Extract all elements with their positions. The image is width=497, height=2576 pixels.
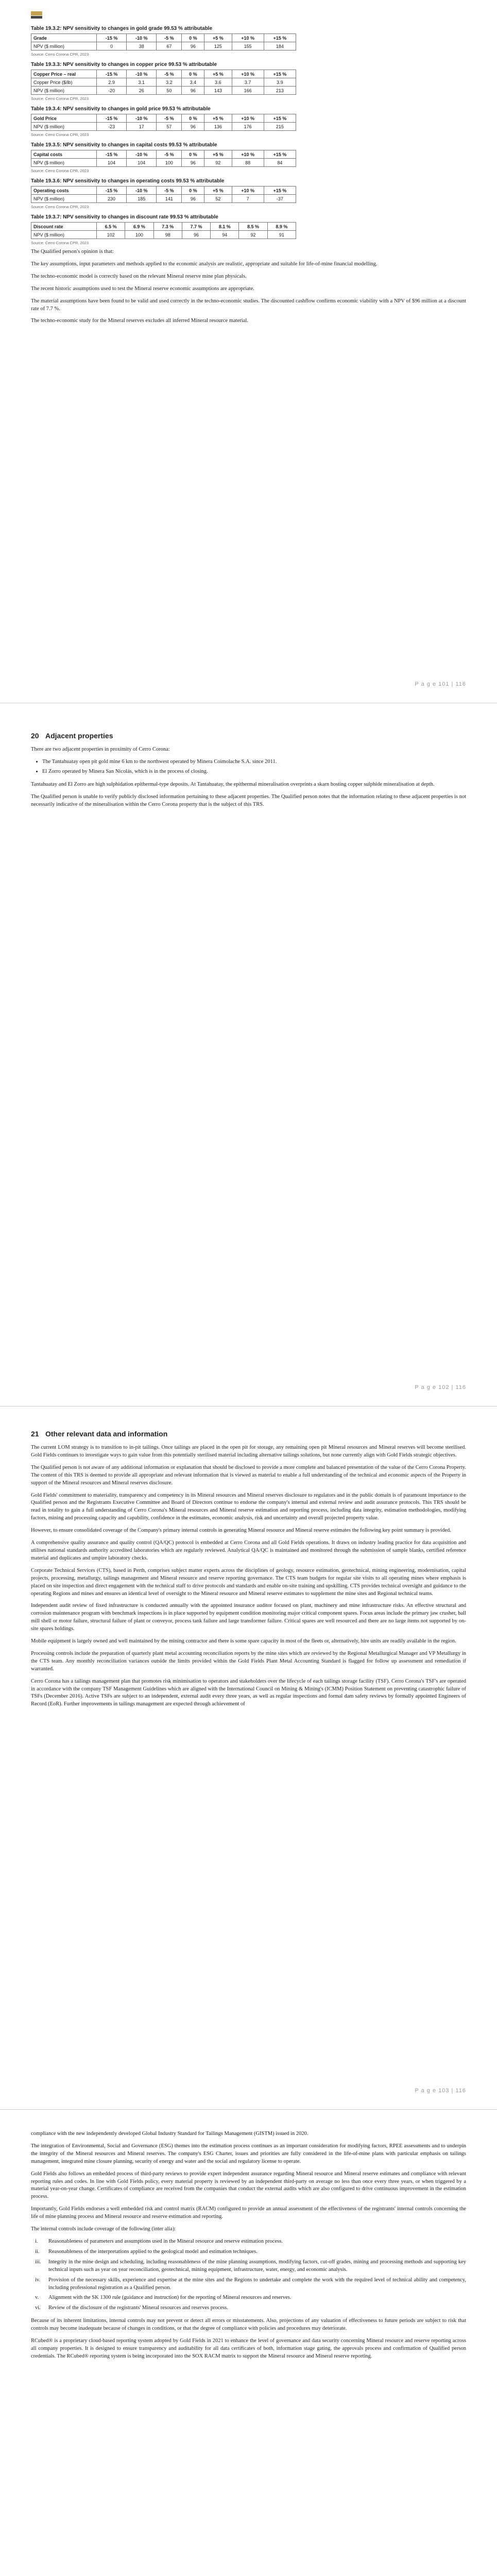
table-caption: Table 19.3.5: NPV sensitivity to changes in capital costs 99.53 % attributable — [31, 142, 217, 148]
table-cell: -37 — [264, 195, 296, 203]
table-cell: 96 — [182, 231, 210, 239]
table-header-cell: +10 % — [232, 70, 264, 78]
table-cell: 96 — [182, 123, 204, 131]
table-header-cell: +10 % — [232, 34, 264, 42]
table-header-row — [31, 34, 296, 42]
table-header-cell: -5 % — [157, 70, 182, 78]
paragraph: The integration of Environmental, Social and Governance (ESG) themes into the estimation process continues as an important consideration for modifying factors, RPEE assessments and to underpin the integrity of the Mineral resources and Mineral reserves. The company's ESG Charter, issues and priorities are fully considered in the life-of-mine plans with particular emphasis on tailings management, integrated mine closure planning, security of energy and water and the social and regulatory license to operate. — [31, 2143, 466, 2164]
table-cell: 3.7 — [232, 78, 264, 87]
table-cell: 100 — [125, 231, 153, 239]
npv-sensitivity-table — [31, 150, 296, 167]
paragraph: Mobile equipment is largely owned and well maintained by the mining contractor and there is some spare capacity in most of the fleets or, alternatively, hire units are readily available in the region. — [31, 1638, 456, 1645]
document-page-3 — [0, 1406, 497, 2110]
table-cell: 96 — [182, 195, 204, 203]
table-cell: 141 — [157, 195, 182, 203]
table-cell: 96 — [182, 87, 204, 95]
table-header-cell: +15 % — [264, 187, 296, 195]
table-cell: 52 — [204, 195, 232, 203]
npv-sensitivity-table — [31, 33, 296, 50]
table-header-cell: +15 % — [264, 150, 296, 159]
table-cell: Copper Price ($/lb) — [31, 78, 97, 87]
list-numeral: i. — [35, 2238, 38, 2244]
list-item: • El Zorro operated by Minera San Nicolás, which is in the process of closing. — [42, 768, 466, 776]
table-cell: NPV ($ million) — [31, 42, 97, 50]
paragraph: compliance with the new independently developed Global Industry Standard for Tailings Management (GISTM) issued in 2020. — [31, 2131, 309, 2137]
table-cell: 143 — [204, 87, 232, 95]
table-header-cell: -10 % — [127, 114, 157, 123]
table-source: Source: Cerro Corona CPR, 2023 — [31, 241, 89, 245]
list-item — [31, 2304, 466, 2312]
table-header-cell: -5 % — [157, 114, 182, 123]
paragraph: A comprehensive quality assurance and quality control (QA/QC) protocol is embedded at Cerro Corona and all Gold Fields operations. It draws on industry leading practice for data acquisition and utilises national standards authority accredited laboratories which are regularly reviewed. Analytical QA/QC is maintained and monitored through the submission of sample blanks, certified reference material and duplicates and umpire laboratory checks. — [31, 1540, 466, 1561]
table-caption: Table 19.3.2: NPV sensitivity to changes in gold grade 99.53 % attributable — [31, 26, 213, 31]
table-cell: 57 — [157, 123, 182, 131]
table-header-row — [31, 187, 296, 195]
adjacent-properties-list — [31, 758, 466, 776]
table-header-cell: +15 % — [264, 34, 296, 42]
table-cell: 185 — [127, 195, 157, 203]
table-cell: 96 — [182, 159, 204, 167]
table-header-cell: 7.3 % — [153, 223, 182, 231]
table-header-row — [31, 223, 296, 231]
paragraph: The current LOM strategy is to transition to in-pit tailings. Once tailings are placed in the open pit for storage, any remaining open pit Mineral resources and Mineral reserves will become sterilised. Gold Fields continues to investigate ways to gain value from this potentially sterilised material including alternative tailings solutions, but none currently align with Gold Fields strategic objectives. — [31, 1445, 466, 1458]
table-caption: Table 19.3.6: NPV sensitivity to changes in operating costs 99.53 % attributable — [31, 178, 225, 184]
table-header-cell: +10 % — [232, 187, 264, 195]
table-row — [31, 42, 296, 50]
paragraph: Because of its inherent limitations, internal controls may not prevent or detect all errors or misstatements. Also, projections of any valuation of effectiveness to future periods are subject to risk that controls may become inadequate because of changes in conditions, or that the degree of compliance with policies and procedures may deteriorate. — [31, 2318, 466, 2332]
table-row — [31, 231, 296, 239]
table-header-cell: 8.9 % — [267, 223, 296, 231]
section-number: 21 — [31, 1430, 39, 1438]
paragraph: Tantahuatay and El Zorro are high sulphidation epithermal-type deposits. At Tantahuatay, the epithermal mineralisation overprints a skarn hosting copper sulphide mineralisation at depth. — [31, 781, 435, 787]
table-header-cell: +5 % — [204, 70, 232, 78]
list-numeral: vi. — [35, 2305, 41, 2311]
table-header-cell: -15 % — [97, 187, 127, 195]
table-header-cell: Operating costs — [31, 187, 97, 195]
table-cell: 102 — [97, 231, 125, 239]
table-header-cell: -5 % — [157, 34, 182, 42]
table-cell: 92 — [204, 159, 232, 167]
document-page-2 — [0, 703, 497, 1406]
table-cell: 96 — [182, 42, 204, 50]
list-item — [31, 2248, 466, 2256]
table-cell: 50 — [157, 87, 182, 95]
table-header-cell: +5 % — [204, 34, 232, 42]
list-item-text: Reasonableness of parameters and assumptions used in the Mineral resource and reserve estimation process. — [48, 2238, 283, 2244]
list-numeral: ii. — [35, 2248, 40, 2255]
table-cell: 215 — [264, 123, 296, 131]
table-cell: 0 — [97, 42, 127, 50]
list-item-text: Review of the disclosure of the registrants' Mineral resources and reserves process. — [48, 2305, 228, 2311]
table-cell: 67 — [157, 42, 182, 50]
table-source: Source: Cerro Corona CPR, 2023 — [31, 132, 89, 137]
table-caption: Table 19.3.3: NPV sensitivity to changes in copper price 99.53 % attributable — [31, 62, 217, 67]
list-item: • The Tantahuatay open pit gold mine 6 km to the northwest operated by Minera Coimolache S.A. since 2011. — [42, 758, 466, 766]
table-header-cell: -10 % — [127, 150, 157, 159]
paragraph: Importantly, Gold Fields endorses a well embedded risk and control matrix (RACM) configured to provide an annual assessment of the effectiveness of the registrants' internal controls concerning the life of mine planning process and Mineral resource and reserve estimation and reporting. — [31, 2206, 466, 2220]
table-header-cell: Discount rate — [31, 223, 97, 231]
paragraph: Gold Fields also follows an embedded process of third-party reviews to provide expert independent assurance regarding Mineral resource and Mineral reserve estimates and compliance with relevant reporting rules and codes. In line with Gold Fields policy, every material property is reviewed by an independent third-party on average no less than once every three years, or when triggered by a material year-on-year change. Certificates of compliance are received from the companies that conduct the external audits which are also configured to drive continuous improvement in the estimation process. — [31, 2171, 466, 2200]
table-header-cell: 0 % — [182, 187, 204, 195]
table-cell: 230 — [97, 195, 127, 203]
section-title: Other relevant data and information — [45, 1430, 168, 1438]
page-number: P a g e 102 | 116 — [415, 1384, 466, 1391]
paragraph: The Qualified person is unable to verify publicly disclosed information pertaining to these adjacent properties. The Qualified person notes that the information relating to these adjacent properties is not necessarily indicative of the mineralisation within the Cerro Corona property that is the subject of this TRS. — [31, 793, 466, 807]
paragraph: There are two adjacent properties in proximity of Cerro Corona: — [31, 747, 170, 752]
table-header-cell: Grade — [31, 34, 97, 42]
table-header-cell: -15 % — [97, 150, 127, 159]
paragraph: Cerro Corona has a tailings management plan that promotes risk minimisation to operators and stakeholders over the lifecycle of each tailings storage facility (TSF). Cerro Corona's TSF's are operated in accordance with the company TSF Management Guidelines which are aligned with the International Council on Mining & Mining's (ICMM) Position Statement on preventing catastrophic failure of TSFs (December 2016). Active TSFs are subject to an independent, external audit every three years, as well as regular inspections and formal dam safety reviews by formally appointed Engineers of Record (EoR). Further improvements in tailings management are expected through achievement of — [31, 1678, 466, 1707]
table-header-cell: -5 % — [157, 150, 182, 159]
table-cell: 166 — [232, 87, 264, 95]
table-cell: 88 — [232, 159, 264, 167]
page-number: P a g e 101 | 116 — [415, 681, 466, 687]
npv-sensitivity-table — [31, 186, 296, 203]
table-header-cell: Copper Price – real — [31, 70, 97, 78]
table-row — [31, 195, 296, 203]
paragraph: The Qualified person's opinion is that: — [31, 249, 114, 255]
table-cell: NPV ($ million) — [31, 195, 97, 203]
table-header-cell: 7.7 % — [182, 223, 210, 231]
table-cell: 104 — [97, 159, 127, 167]
table-cell: 136 — [204, 123, 232, 131]
list-item — [31, 2294, 466, 2302]
table-header-cell: -15 % — [97, 34, 127, 42]
table-cell: 92 — [239, 231, 267, 239]
table-cell: NPV ($ million) — [31, 231, 97, 239]
gold-fields-logo-icon — [31, 11, 42, 19]
paragraph: The techno-economic study for the Mineral reserves excludes all inferred Mineral resource material. — [31, 318, 248, 324]
table-cell: 104 — [127, 159, 157, 167]
table-cell: 94 — [211, 231, 239, 239]
table-header-cell: +10 % — [232, 150, 264, 159]
table-header-cell: 6.5 % — [97, 223, 125, 231]
paragraph: Processing controls include the preparation of quarterly plant metal accounting reconciliation reports by the mine sites which are reviewed by the Regional Metallurgical Manager and VP Metallurgy in the CTS team. Any monthly reconciliation variances outside the limits provided within the Gold Fields Plant Metal Accounting Standard is flagged for follow up assessment and remediation if warranted. — [31, 1650, 466, 1672]
table-header-cell: 0 % — [182, 114, 204, 123]
table-header-cell: Gold Price — [31, 114, 97, 123]
table-header-cell: -10 % — [127, 70, 157, 78]
table-source: Source: Cerro Corona CPR, 2023 — [31, 96, 89, 101]
table-cell: NPV ($ million) — [31, 159, 97, 167]
list-numeral: v. — [35, 2295, 39, 2301]
table-header-cell: +15 % — [264, 70, 296, 78]
table-cell: 98 — [153, 231, 182, 239]
table-header-cell: -5 % — [157, 187, 182, 195]
table-row — [31, 87, 296, 95]
table-cell: 91 — [267, 231, 296, 239]
table-header-row — [31, 150, 296, 159]
table-cell: 38 — [127, 42, 157, 50]
table-cell: 84 — [264, 159, 296, 167]
table-caption: Table 19.3.7: NPV sensitivity to changes in discount rate 99.53 % attributable — [31, 214, 218, 220]
table-header-cell: -15 % — [97, 114, 127, 123]
section-title: Adjacent properties — [45, 732, 113, 740]
table-cell: -23 — [97, 123, 127, 131]
section-heading — [31, 732, 466, 740]
list-item-text: Integrity in the mine design and scheduling, including reasonableness of the mine planning assumptions, modifying factors, cut-off grades, mining and processing methods and supporting key technical inputs such as year on year reconciliation, geotechnical, mining equipment, infrastructure, water, energy, and economic analysis. — [48, 2259, 466, 2273]
list-numeral: iii. — [35, 2259, 41, 2265]
paragraph: Corporate Technical Services (CTS), based in Perth, comprises subject matter experts across the disciplines of geology, resource estimation, geotechnical, mining engineering, modernisation, capital projects, processing, metallurgy, tailings management and Mineral resource and reserve reporting governance. The CTS team budgets for regular site visits to all operating mines where emphasis is placed on site inspection and direct engagement with the technical staff to drive protocols and standards and enable on-site training and upskilling. CTS provides technical oversight and guidance to the operating Regions and mines and ensures an identical level of oversight to the Mineral resource and Mineral reserve estimates to supplement the mine sites and Regional technical teams. — [31, 1567, 466, 1597]
table-cell: NPV ($ million) — [31, 123, 97, 131]
table-cell: 3.2 — [157, 78, 182, 87]
paragraph: The internal controls include coverage of the following (inter alia): — [31, 2226, 176, 2232]
table-header-cell: 8.1 % — [211, 223, 239, 231]
table-source: Source: Cerro Corona CPR, 2023 — [31, 205, 89, 209]
table-header-cell: -10 % — [127, 187, 157, 195]
table-cell: 7 — [232, 195, 264, 203]
table-header-cell: 6.9 % — [125, 223, 153, 231]
table-row — [31, 159, 296, 167]
paragraph: The techno-economic model is correctly based on the relevant Mineral reserve mine plan physicals. — [31, 273, 247, 279]
paragraph: The key assumptions, input parameters and methods applied to the economic analysis are realistic, appropriate and suitable for life-of-mine financial modelling. — [31, 261, 378, 267]
npv-sensitivity-table — [31, 70, 296, 95]
table-row — [31, 123, 296, 131]
table-cell: 17 — [127, 123, 157, 131]
table-cell: 3.6 — [204, 78, 232, 87]
npv-sensitivity-table — [31, 222, 296, 239]
table-header-cell: -10 % — [127, 34, 157, 42]
paragraph: RCubed® is a proprietary cloud-based reporting system adopted by Gold Fields in 2021 to enhance the level of governance and data security concerning Mineral resource and reserve reporting across all company properties. It is designed to ensure transparency and auditability for all data certificates of both, information stage gating, the approvals process and confirmation of Qualified person credentials. The RCubed® reporting system is being incorporated into the SOX RACM matrix to support the Mineral resource and Mineral reserve reporting. — [31, 2338, 466, 2359]
table-cell: 2.9 — [97, 78, 127, 87]
page-number: P a g e 103 | 116 — [415, 2088, 466, 2094]
table-header-cell: +5 % — [204, 150, 232, 159]
section-heading — [31, 1430, 466, 1438]
document-page-4 — [0, 2110, 497, 2576]
table-header-cell: 0 % — [182, 34, 204, 42]
table-cell: 125 — [204, 42, 232, 50]
list-item-text: Provision of the necessary skills, experience and expertise at the mine sites and the Regions to undertake and complete the work with the required level of technical ability and competency, including professional registration as a Qualified person. — [48, 2277, 466, 2291]
list-item-text: Reasonableness of the interpretations applied to the geological model and estimation techniques. — [48, 2248, 258, 2255]
table-cell: 3.1 — [127, 78, 157, 87]
list-item — [31, 2238, 466, 2246]
table-header-cell: +5 % — [204, 187, 232, 195]
table-cell: 26 — [127, 87, 157, 95]
list-item — [31, 2277, 466, 2292]
npv-sensitivity-table — [31, 114, 296, 131]
table-header-cell: +10 % — [232, 114, 264, 123]
table-header-cell: Capital costs — [31, 150, 97, 159]
table-header-cell: 0 % — [182, 150, 204, 159]
internal-controls-list — [31, 2238, 466, 2312]
sensitivity-tables — [31, 26, 466, 245]
table-caption: Table 19.3.4: NPV sensitivity to changes in gold price 99.53 % attributable — [31, 106, 211, 112]
document-page-1 — [0, 0, 497, 703]
table-header-cell: 8.5 % — [239, 223, 267, 231]
paragraph: Independent audit review of fixed infrastructure is conducted annually with the appointed insurance auditor focused on plant, machinery and mine infrastructure risks. An effective structural and corrosion maintenance program with benchmark inspections is in place supported by equipment condition monitoring major critical component spares. Focus areas include the primary jaw crusher, ball mill shell or motor failure, structural failure of plant or conveyor, process tank failure and large transformer failure. Critical spares are well resourced and there are no large items not supported by on-site spares holdings. — [31, 1603, 466, 1632]
table-cell: 3.9 — [264, 78, 296, 87]
table-cell: 100 — [157, 159, 182, 167]
list-item — [31, 2259, 466, 2274]
table-cell: -20 — [97, 87, 127, 95]
table-source: Source: Cerro Corona CPR, 2023 — [31, 168, 89, 173]
table-cell: 3.4 — [182, 78, 204, 87]
paragraph: The recent historic assumptions used to test the Mineral reserve economic assumptions are appropriate. — [31, 285, 254, 292]
paragraph: The Qualified person is not aware of any additional information or explanation that should be disclosed to provide a more complete and balanced presentation of the value of the Cerro Corona Property. The content of this TRS is deemed to provide all appropriate and relevant information that is viewed as material to enable a full understanding of the technical and economic aspects of the Property in support of the Mineral resources and Mineral reserves disclosure. — [31, 1464, 466, 1486]
paragraph: The material assumptions have been found to be valid and used correctly in the techno-economic studies. The discounted cashflow confirms economic viability with a NPV of $96 million at a discount rate of 7.7 %. — [31, 298, 466, 312]
table-header-cell: -15 % — [97, 70, 127, 78]
paragraph: However, to ensure consolidated coverage of the Company's primary internal controls in generating Mineral resource and Mineral reserve estimates the following key point summary is provided. — [31, 1528, 451, 1534]
table-row — [31, 78, 296, 87]
table-cell: 155 — [232, 42, 264, 50]
section-number: 20 — [31, 732, 39, 740]
table-cell: 213 — [264, 87, 296, 95]
table-header-row — [31, 70, 296, 78]
table-header-cell: 0 % — [182, 70, 204, 78]
table-header-cell: +5 % — [204, 114, 232, 123]
table-cell: 176 — [232, 123, 264, 131]
table-cell: 184 — [264, 42, 296, 50]
list-numeral: iv. — [35, 2277, 41, 2283]
table-cell: NPV ($ million) — [31, 87, 97, 95]
table-header-row — [31, 114, 296, 123]
paragraph: Gold Fields' commitment to materiality, transparency and competency in its Mineral resources and Mineral reserves disclosure to regulators and in the public domain is of paramount importance to the Qualified person and the Registrants Executive Committee and Board of Directors continue to endorse the company's internal and external review and audit assurance protocols. This TRS should be read in totality to gain a full understanding of Cerro Corona's Mineral resources and Mineral reserve estimation and reporting process, including data integrity, estimation methodologies, modifying factors, mining and processing capacity and capability, confidence in the estimates, economic analysis, risk and uncertainty and overall projected property value. — [31, 1492, 466, 1521]
table-source: Source: Cerro Corona CPR, 2023 — [31, 52, 89, 57]
list-item-text: Alignment with the SK 1300 rule (guidance and instruction) for the reporting of Mineral resources and reserves. — [48, 2295, 292, 2301]
table-header-cell: +15 % — [264, 114, 296, 123]
